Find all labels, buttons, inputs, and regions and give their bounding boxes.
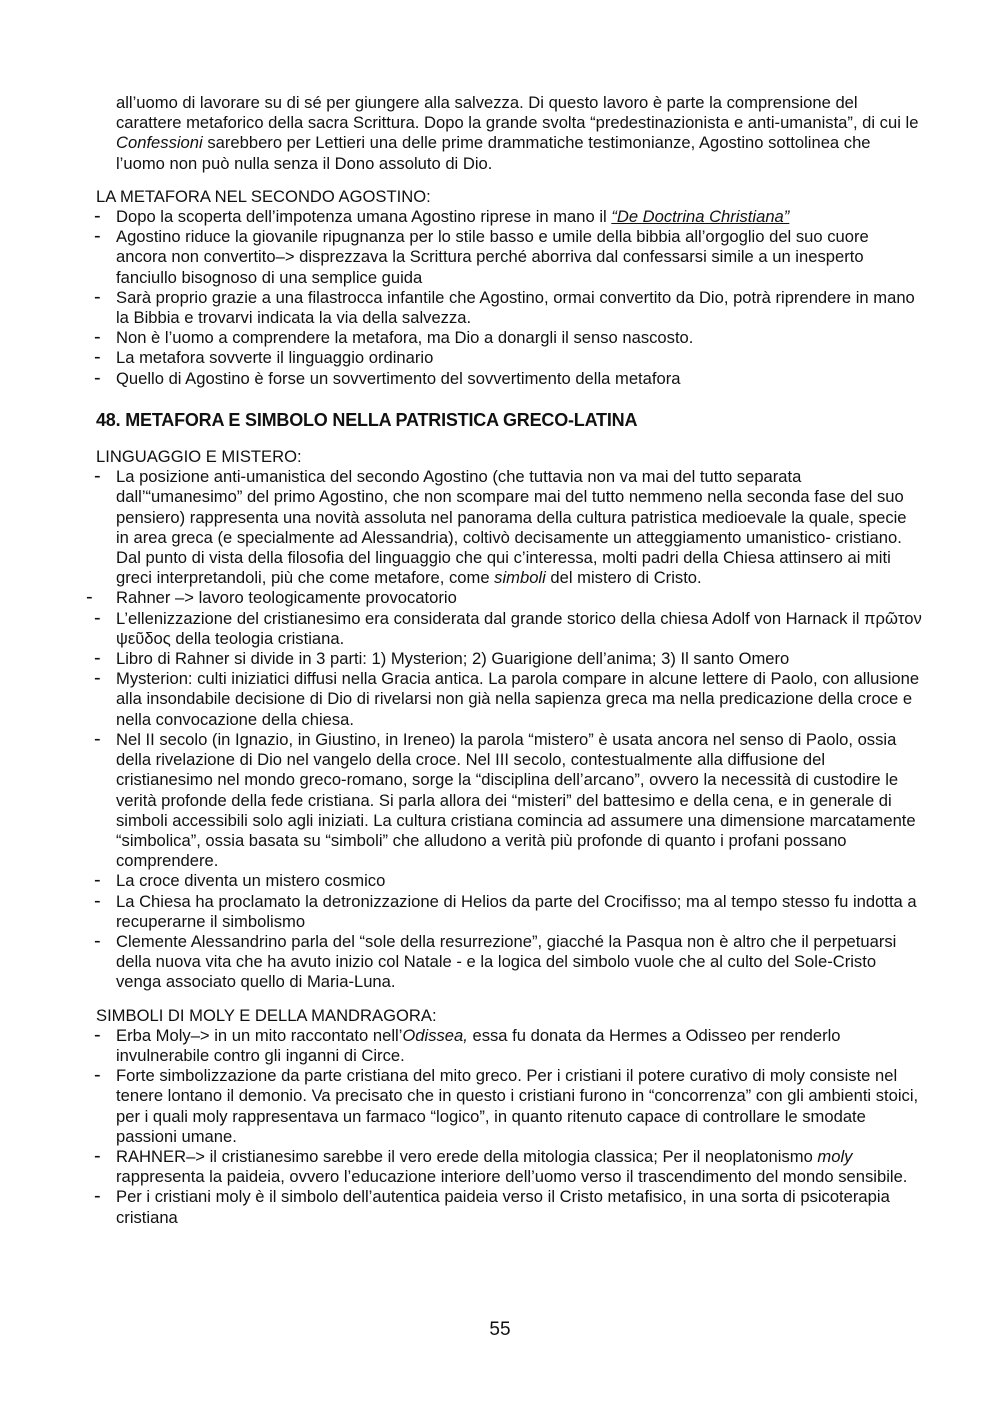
list-item: - La Chiesa ha proclamato la detronizzazione di Helios da parte del Crocifisso; ma al tempo stesso fu indotta a recuperarne il simbolismo [92,892,922,932]
list-item: - Forte simbolizzazione da parte cristiana del mito greco. Per i cristiani il potere curativo di moly consiste nel tenere lontano il demonio. Va precisato che in questo i cristiani furono in “concorrenza” con gli ambienti stoici, per i quali moly rappresentava un farmaco “logico”, in quanto ritenuto capace di controllare le smodate passioni umane. [92,1066,922,1147]
page-number: 55 [489,1319,511,1340]
list-item: - Quello di Agostino è forse un sovvertimento del sovvertimento della metafora [92,369,922,389]
list-item-italic: moly [817,1146,853,1166]
list-item: - Nel II secolo (in Ignazio, in Giustino, in Ireneo) la parola “mistero” è usata ancora nel senso di Paolo, ossia della rivelazione di Dio nel vangelo della croce. Nel III secolo, contestualmente alla diffusione del cristianesimo nel mondo greco-romano, sorge la “disciplina dell’arcano”, ovvero la necessità di custodire le verità profonde della fede cristiana. Si parla allora dei “misteri” del battesimo e della cena, e in generale di simboli accessibili solo agli iniziati. La cultura cristiana comincia ad assumere una dimensione marcatamente “simbolica”, ossia basata su “simboli” che alludono a verità più profonde di quanto i profani possano comprendere. [92,730,922,871]
intro-text-2: sarebbero per Lettieri una delle prime drammatiche testimonianze, Agostino sottolinea che l’uomo non può nulla senza il Dono assoluto di Dio. [116,133,871,173]
page-content [92,93,922,1228]
de-doctrina-christiana-link[interactable]: “De Doctrina Christiana” [611,207,790,227]
list-item [92,467,922,588]
list-item: - Clemente Alessandrino parla del “sole della resurrezione”, giacché la Pasqua non è altro che il perpetuarsi della nuova vita che ha avuto inizio col Natale - e la logica del simbolo vuole che al culto del Sole-Cristo venga associato quello di Maria-Luna. [92,932,922,993]
list-item: - Libro di Rahner si divide in 3 parti: 1) Mysterion; 2) Guarigione dell’anima; 3) Il santo Omero [92,649,922,669]
list-item [92,1147,922,1187]
intro-italic-title: Confessioni [116,133,203,153]
list-item-text: rappresenta la paideia, ovvero l’educazione interiore dell’uomo verso il trascendimento del mondo sensibile. [116,1167,908,1187]
list-item-text: La posizione anti-umanistica del secondo Agostino (che tuttavia non va mai del tutto separata dall’“umanesimo” del primo Agostino, che non scompare mai del tutto nemmeno nella seconda fase del suo pensiero) rappresenta una novità assoluta nel panorama della cultura patristica medioevale la quale, specie in area greca (e specialmente ad Alessandria), coltivò decisamente un atteggiamento umanistico- cristiano. Dal punto di vista della filosofia del linguaggio che qui c’interessa, molti padri della Chiesa attinsero ai miti greci interpretandoli, più che come metafore, come [116,467,907,588]
list-item: - L’ellenizzazione del cristianesimo era considerata dal grande storico della chiesa Adolf von Harnack il πρῶτον ψεῦδος della teologia cristiana. [92,609,922,649]
list-item: - La croce diventa un mistero cosmico [92,871,922,891]
section-label-moly: SIMBOLI DI MOLY E DELLA MANDRAGORA: [96,1005,437,1025]
section-heading: 48. METAFORA E SIMBOLO NELLA PATRISTICA GRECO-LATINA [96,409,638,430]
list-item-text: RAHNER–> il cristianesimo sarebbe il vero erede della mitologia classica; Per il neoplatonismo [116,1146,818,1166]
list-item-text: Erba Moly–> in un mito raccontato nell’ [116,1025,403,1045]
list-item: - Sarà proprio grazie a una filastrocca infantile che Agostino, ormai convertito da Dio, potrà riprendere in mano la Bibbia e trovarvi indicata la via della salvezza. [92,288,922,328]
section-label-linguaggio: LINGUAGGIO E MISTERO: [96,447,302,467]
list-item-italic: simboli [494,568,546,588]
list-item: - Mysterion: culti iniziatici diffusi nella Gracia antica. La parola compare in alcune lettere di Paolo, con allusione alla insondabile decisione di Dio di rivelarsi non già nella sapienza greca ma nella predicazione della croce e nella convocazione della chiesa. [92,669,922,730]
list-item: - Per i cristiani moly è il simbolo dell’autentica paideia verso il Cristo metafisico, in una sorta di psicoterapia cristiana [92,1187,922,1227]
list-item: - Agostino riduce la giovanile ripugnanza per lo stile basso e umile della bibbia all’orgoglio del suo cuore ancora non convertito–> disprezzava la Scrittura perché aborriva dal confessarsi simile a un inesperto fanciullo bisognoso di una semplice guida [92,227,922,288]
list-item-text: del mistero di Cristo. [545,568,702,588]
list-item-italic: Odissea, [402,1025,468,1045]
intro-paragraph [116,93,922,174]
list-item: - Rahner –> lavoro teologicamente provocatorio [92,588,922,608]
list-item [92,207,922,227]
list-item-text: essa fu donata da Hermes a Odisseo per renderlo invulnerabile contro gli inganni di Circe. [116,1025,841,1065]
list-metafora [92,207,922,389]
list-item [92,1026,922,1066]
list-linguaggio [92,467,922,992]
section-label-metafora: LA METAFORA NEL SECONDO AGOSTINO: [96,186,431,206]
intro-text-1: all’uomo di lavorare su di sé per giungere alla salvezza. Di questo lavoro è parte la comprensione del carattere metaforico della sacra Scrittura. Dopo la grande svolta “predestinazionista e anti-umanista”, di cui le [116,93,919,133]
list-item-text: Dopo la scoperta dell’impotenza umana Agostino riprese in mano il [116,207,612,227]
list-item: - Non è l’uomo a comprendere la metafora, ma Dio a donargli il senso nascosto. [92,328,922,348]
list-moly [92,1026,922,1228]
list-item: - La metafora sovverte il linguaggio ordinario [92,348,922,368]
